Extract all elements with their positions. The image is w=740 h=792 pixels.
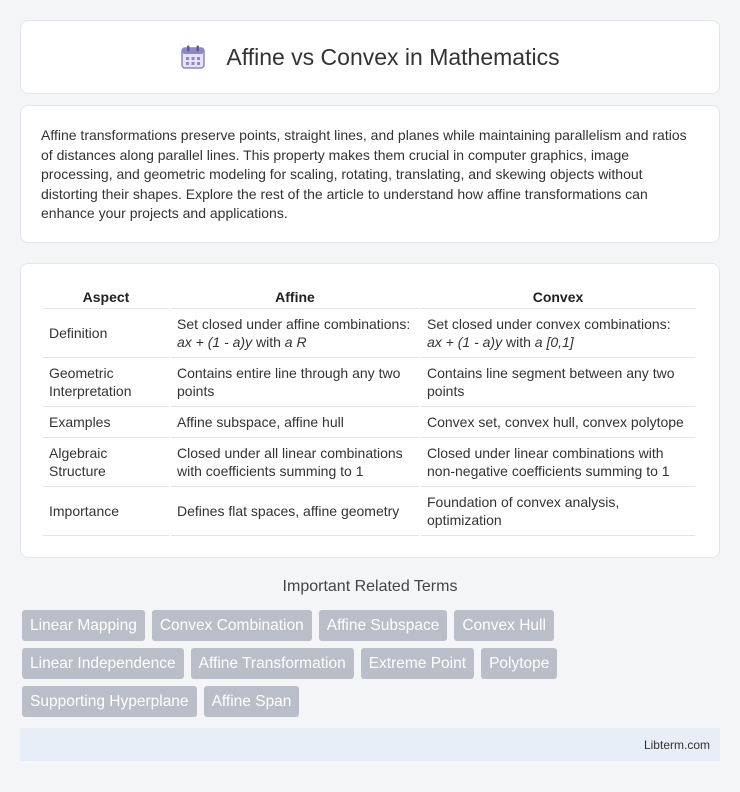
- convex-with: with: [502, 334, 535, 350]
- cell-aspect: Examples: [43, 406, 169, 437]
- cell-affine: Affine subspace, affine hull: [171, 406, 419, 437]
- table-row: [43, 406, 695, 437]
- cell-convex: [421, 308, 695, 357]
- affine-condition: a R: [284, 334, 307, 350]
- table-row: [43, 486, 695, 536]
- related-term-tag[interactable]: Extreme Point: [361, 648, 474, 679]
- affine-formula: ax + (1 - a)y: [177, 334, 253, 350]
- cell-convex: Convex set, convex hull, convex polytope: [421, 406, 695, 437]
- affine-def-text: Set closed under affine combinations:: [177, 316, 411, 332]
- related-term-tag[interactable]: Affine Subspace: [319, 610, 448, 641]
- comparison-table: [41, 286, 697, 536]
- page-title: Affine vs Convex in Mathematics: [226, 43, 560, 70]
- related-term-tag[interactable]: Convex Combination: [152, 610, 312, 641]
- cell-convex: Contains line segment between any two points: [421, 357, 695, 406]
- affine-with: with: [252, 334, 285, 350]
- intro-card: [20, 105, 720, 243]
- convex-condition: a [0,1]: [534, 334, 574, 350]
- footer-site-link[interactable]: Libterm.com: [643, 737, 710, 752]
- related-term-tag[interactable]: Linear Mapping: [22, 610, 145, 641]
- table-row: [43, 357, 695, 406]
- cell-aspect: Algebraic Structure: [43, 437, 169, 486]
- header-affine: Affine: [275, 289, 315, 305]
- table-row: [43, 437, 695, 486]
- cell-affine: Closed under all linear combinations with coefficients summing to 1: [171, 437, 419, 486]
- related-term-tag[interactable]: Supporting Hyperplane: [22, 686, 197, 717]
- cell-affine: Contains entire line through any two points: [171, 357, 419, 406]
- cell-affine: Defines flat spaces, affine geometry: [171, 486, 419, 536]
- cell-convex: Closed under linear combinations with non-negative coefficients summing to 1: [421, 437, 695, 486]
- related-term-tag[interactable]: Linear Independence: [22, 648, 184, 679]
- cell-aspect: Geometric Interpretation: [43, 357, 169, 406]
- related-term-tag[interactable]: Affine Span: [204, 686, 300, 717]
- table-header-row: [43, 286, 695, 308]
- header-card: [20, 20, 720, 94]
- related-terms-title: Important Related Terms: [282, 578, 458, 595]
- footer: [20, 728, 720, 761]
- cell-affine: [171, 308, 419, 357]
- related-term-tag[interactable]: Convex Hull: [454, 610, 554, 641]
- convex-formula: ax + (1 - a)y: [427, 334, 503, 350]
- header: [180, 44, 559, 71]
- related-terms-list: [22, 610, 722, 717]
- cell-aspect: Importance: [43, 486, 169, 536]
- cell-convex: Foundation of convex analysis, optimization: [421, 486, 695, 536]
- comparison-card: [20, 263, 720, 558]
- header-aspect: Aspect: [82, 289, 130, 305]
- intro-paragraph: Affine transformations preserve points, straight lines, and planes while maintaining parallelism and ratios of distances along parallel lines. This property makes them crucial in computer graphics, image processing, and geometric modeling for scaling, rotating, translating, and skewing objects without distorting their shapes. Explore the rest of the article to understand how affine transformations can enhance your projects and applications.: [41, 127, 687, 221]
- related-term-tag[interactable]: Affine Transformation: [191, 648, 354, 679]
- related-term-tag[interactable]: Polytope: [481, 648, 557, 679]
- header-convex: Convex: [532, 289, 584, 305]
- convex-def-text: Set closed under convex combinations:: [427, 316, 671, 332]
- calendar-icon: [180, 44, 206, 70]
- table-row: [43, 308, 695, 357]
- cell-aspect: Definition: [43, 308, 169, 357]
